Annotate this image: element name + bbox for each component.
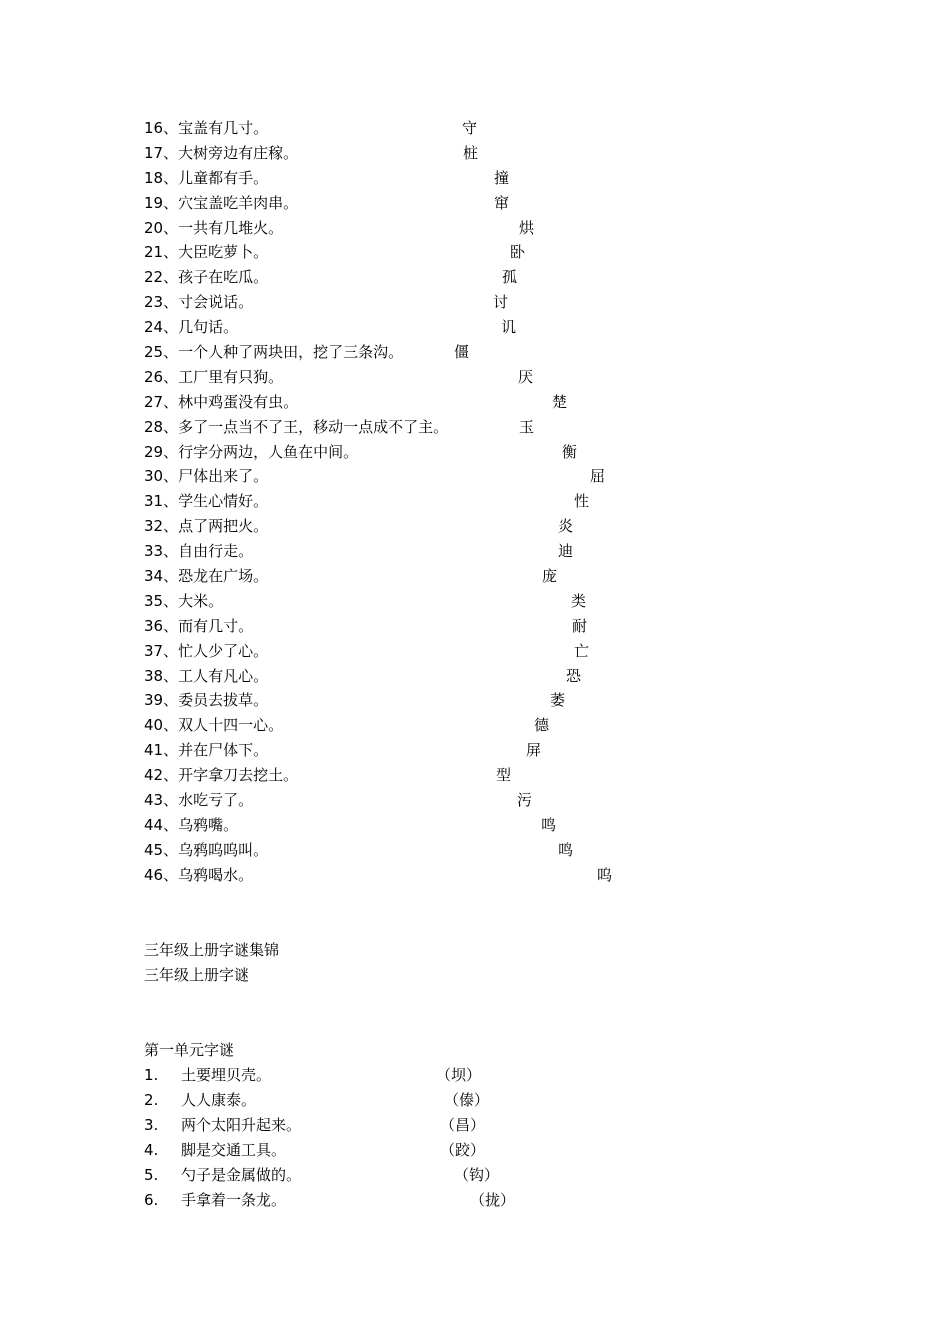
riddle-question: 恐龙在广场。 xyxy=(178,567,269,586)
unit-riddle-list xyxy=(144,1063,744,1213)
riddle-answer: 楚 xyxy=(552,392,568,411)
riddle-question: 自由行走。 xyxy=(178,542,254,561)
collection-title: 三年级上册字谜集锦 xyxy=(144,941,280,959)
unit-riddle-row xyxy=(144,1163,744,1188)
riddle-number: 38、 xyxy=(144,666,179,685)
riddle-row xyxy=(144,315,764,340)
riddle-number: 26、 xyxy=(144,367,179,386)
riddle-row xyxy=(144,240,764,265)
riddle-number: 28、 xyxy=(144,417,179,436)
riddle-row xyxy=(144,489,764,514)
unit-riddle-row xyxy=(144,1088,744,1113)
riddle-question: 行字分两边，人鱼在中间。 xyxy=(178,442,359,461)
riddle-answer: 撞 xyxy=(494,168,510,187)
riddle-question: 穴宝盖吃羊肉串。 xyxy=(178,193,299,212)
riddle-answer: 守 xyxy=(462,119,478,137)
riddle-number: 33、 xyxy=(144,542,179,561)
riddle-row xyxy=(144,713,764,738)
riddle-number: 34、 xyxy=(144,567,179,586)
riddle-answer: 屈 xyxy=(590,467,606,486)
riddle-number: 22、 xyxy=(144,268,179,287)
riddle-row xyxy=(144,788,764,813)
riddle-number: 24、 xyxy=(144,318,179,337)
riddle-answer: 烘 xyxy=(519,218,535,237)
riddle-answer: 屏 xyxy=(526,741,542,760)
riddle-question: 双人十四一心。 xyxy=(178,716,284,735)
riddle-answer: 厌 xyxy=(518,367,534,386)
riddle-list xyxy=(144,116,764,888)
riddle-number: 20、 xyxy=(144,218,179,237)
riddle-number: 16、 xyxy=(144,119,179,137)
unit-riddle-answer: （昌） xyxy=(440,1116,486,1134)
riddle-row xyxy=(144,688,764,713)
riddle-row xyxy=(144,141,764,166)
riddle-question: 开字拿刀去挖土。 xyxy=(178,766,299,785)
riddle-row xyxy=(144,514,764,539)
riddle-question: 点了两把火。 xyxy=(178,517,269,536)
riddle-answer: 窜 xyxy=(494,193,510,212)
riddle-question: 寸会说话。 xyxy=(178,293,254,312)
riddle-answer: 恐 xyxy=(566,666,582,685)
riddle-row xyxy=(144,116,764,141)
riddle-question: 并在尸体下。 xyxy=(178,741,269,760)
riddle-row xyxy=(144,863,764,888)
riddle-row xyxy=(144,639,764,664)
riddle-question: 工人有凡心。 xyxy=(178,666,269,685)
riddle-answer: 耐 xyxy=(572,616,588,635)
riddle-answer: 衡 xyxy=(562,442,578,461)
riddle-question: 委员去拔草。 xyxy=(178,691,269,710)
riddle-row xyxy=(144,614,764,639)
riddle-row xyxy=(144,290,764,315)
riddle-row xyxy=(144,415,764,440)
riddle-question: 孩子在吃瓜。 xyxy=(178,268,269,287)
riddle-row xyxy=(144,813,764,838)
riddle-question: 大树旁边有庄稼。 xyxy=(178,143,299,162)
riddle-question: 一个人种了两块田，挖了三条沟。 xyxy=(178,343,404,362)
riddle-number: 32、 xyxy=(144,517,179,536)
riddle-row xyxy=(144,738,764,763)
riddle-number: 42、 xyxy=(144,766,179,785)
riddle-number: 35、 xyxy=(144,591,179,610)
unit-riddle-answer: （坝） xyxy=(436,1066,482,1084)
unit-riddle-question: 两个太阳升起来。 xyxy=(181,1116,302,1134)
riddle-answer: 炎 xyxy=(558,517,574,536)
riddle-question: 大臣吃萝卜。 xyxy=(178,243,269,262)
riddle-question: 一共有几堆火。 xyxy=(178,218,284,237)
riddle-question: 水吃亏了。 xyxy=(178,791,254,810)
riddle-number: 27、 xyxy=(144,392,179,411)
riddle-row xyxy=(144,664,764,689)
riddle-question: 乌鸦呜呜叫。 xyxy=(178,840,269,859)
riddle-number: 23、 xyxy=(144,293,179,312)
riddle-answer: 桩 xyxy=(463,143,479,162)
unit-riddle-number: 5. xyxy=(144,1166,159,1184)
riddle-answer: 庞 xyxy=(542,567,558,586)
riddle-answer: 孤 xyxy=(502,268,518,287)
riddle-question: 几句话。 xyxy=(178,318,239,337)
riddle-question: 尸体出来了。 xyxy=(178,467,269,486)
riddle-answer: 僵 xyxy=(454,343,470,362)
riddle-number: 39、 xyxy=(144,691,179,710)
unit-riddle-row xyxy=(144,1113,744,1138)
riddle-row xyxy=(144,265,764,290)
riddle-answer: 讥 xyxy=(501,318,517,337)
riddle-answer: 类 xyxy=(571,591,587,610)
riddle-question: 宝盖有几寸。 xyxy=(178,119,269,137)
unit-riddle-number: 4. xyxy=(144,1141,159,1159)
riddle-row xyxy=(144,365,764,390)
riddle-question: 学生心情好。 xyxy=(178,492,269,511)
unit-riddle-question: 土要埋贝壳。 xyxy=(181,1066,272,1084)
riddle-number: 30、 xyxy=(144,467,179,486)
riddle-number: 29、 xyxy=(144,442,179,461)
riddle-row xyxy=(144,440,764,465)
riddle-answer: 讨 xyxy=(493,293,509,312)
riddle-number: 19、 xyxy=(144,193,179,212)
riddle-answer: 迪 xyxy=(558,542,574,561)
riddle-row xyxy=(144,838,764,863)
riddle-question: 而有几寸。 xyxy=(178,616,254,635)
unit-riddle-number: 2. xyxy=(144,1091,159,1109)
unit-riddle-row xyxy=(144,1188,744,1213)
riddle-answer: 亡 xyxy=(574,641,590,660)
riddle-question: 乌鸦嘴。 xyxy=(178,815,239,834)
riddle-row xyxy=(144,390,764,415)
riddle-row xyxy=(144,166,764,191)
riddle-row xyxy=(144,564,764,589)
riddle-number: 21、 xyxy=(144,243,179,262)
riddle-answer: 性 xyxy=(574,492,590,511)
riddle-answer: 萎 xyxy=(550,691,566,710)
riddle-number: 44、 xyxy=(144,815,179,834)
riddle-row xyxy=(144,589,764,614)
riddle-number: 40、 xyxy=(144,716,179,735)
riddle-row xyxy=(144,464,764,489)
riddle-question: 工厂里有只狗。 xyxy=(178,367,284,386)
riddle-number: 37、 xyxy=(144,641,179,660)
riddle-number: 18、 xyxy=(144,168,179,187)
riddle-row xyxy=(144,340,764,365)
riddle-row xyxy=(144,216,764,241)
riddle-number: 43、 xyxy=(144,791,179,810)
unit-riddle-row xyxy=(144,1138,744,1163)
subtitle: 三年级上册字谜 xyxy=(144,966,250,984)
riddle-answer: 德 xyxy=(534,716,550,735)
riddle-question: 大米。 xyxy=(178,591,224,610)
riddle-answer: 污 xyxy=(517,791,533,810)
riddle-row xyxy=(144,763,764,788)
unit-riddle-question: 手拿着一条龙。 xyxy=(181,1191,287,1209)
riddle-answer: 型 xyxy=(496,766,512,785)
unit-title: 第一单元字谜 xyxy=(144,1041,235,1059)
riddle-question: 忙人少了心。 xyxy=(178,641,269,660)
riddle-question: 林中鸡蛋没有虫。 xyxy=(178,392,299,411)
unit-riddle-answer: （钩） xyxy=(454,1166,500,1184)
riddle-question: 多了一点当不了王，移动一点成不了主。 xyxy=(178,417,449,436)
riddle-answer: 卧 xyxy=(510,243,526,262)
riddle-answer: 鸣 xyxy=(558,840,574,859)
unit-riddle-question: 脚是交通工具。 xyxy=(181,1141,287,1159)
unit-riddle-answer: （拢） xyxy=(470,1191,516,1209)
riddle-answer: 呜 xyxy=(597,865,613,884)
riddle-question: 儿童都有手。 xyxy=(178,168,269,187)
riddle-row xyxy=(144,539,764,564)
riddle-answer: 玉 xyxy=(519,417,535,436)
riddle-number: 31、 xyxy=(144,492,179,511)
riddle-number: 45、 xyxy=(144,840,179,859)
riddle-question: 乌鸦喝水。 xyxy=(178,865,254,884)
riddle-number: 25、 xyxy=(144,343,179,362)
unit-riddle-number: 3. xyxy=(144,1116,159,1134)
unit-riddle-answer: （跤） xyxy=(440,1141,486,1159)
unit-riddle-number: 6. xyxy=(144,1191,159,1209)
riddle-number: 36、 xyxy=(144,616,179,635)
riddle-number: 17、 xyxy=(144,143,179,162)
riddle-number: 46、 xyxy=(144,865,179,884)
riddle-answer: 鸣 xyxy=(541,815,557,834)
unit-riddle-number: 1. xyxy=(144,1066,159,1084)
unit-riddle-row xyxy=(144,1063,744,1088)
unit-riddle-question: 勺子是金属做的。 xyxy=(181,1166,302,1184)
riddle-row xyxy=(144,191,764,216)
riddle-number: 41、 xyxy=(144,741,179,760)
unit-riddle-question: 人人康泰。 xyxy=(181,1091,257,1109)
unit-riddle-answer: （傣） xyxy=(444,1091,490,1109)
